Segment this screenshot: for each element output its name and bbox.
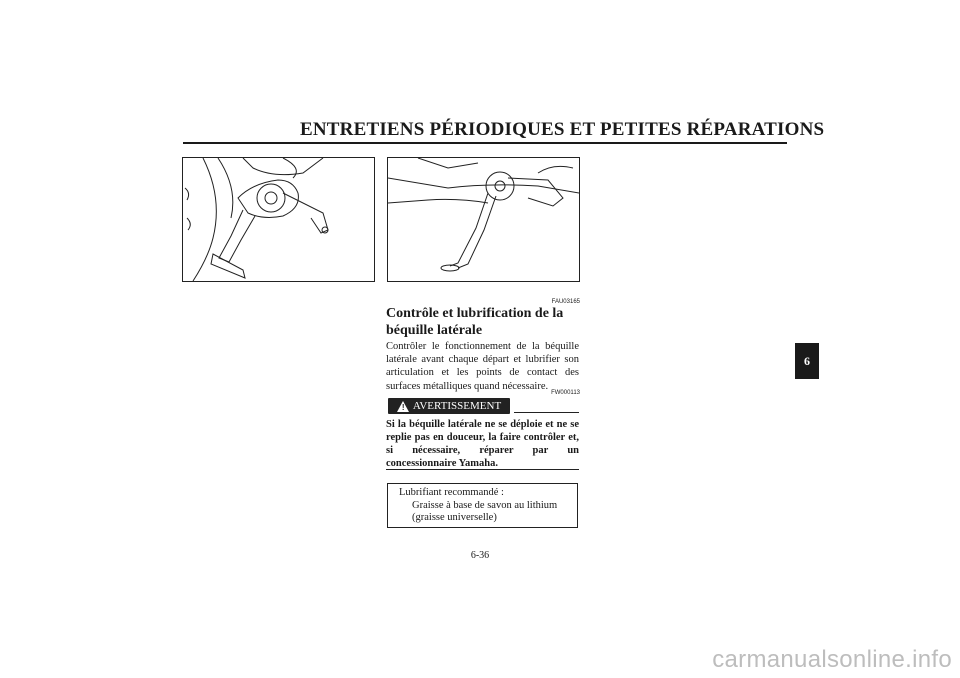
chapter-tab: 6 xyxy=(795,343,819,379)
watermark: carmanualsonline.info xyxy=(712,646,952,673)
section-heading-line1: Contrôle et lubrification de la xyxy=(386,306,564,321)
page-title: ENTRETIENS PÉRIODIQUES ET PETITES RÉPARATIONS xyxy=(300,119,825,140)
page-number: 6-36 xyxy=(470,550,490,561)
illustration-sidestand xyxy=(387,157,580,282)
warning-label: AVERTISSEMENT xyxy=(412,400,502,412)
warning-top-rule xyxy=(514,412,579,413)
lubricant-box xyxy=(387,483,578,528)
title-rule xyxy=(183,142,787,144)
lubricant-label: Lubrifiant recommandé : xyxy=(399,487,504,498)
section-heading xyxy=(386,305,586,339)
illustration-brake-pedal xyxy=(182,157,375,282)
warning-code: FW000113 xyxy=(551,390,580,396)
lubricant-line2: (graisse universelle) xyxy=(412,512,497,523)
sidestand-drawing xyxy=(388,158,579,281)
warning-text: Si la béquille latérale ne se déploie et ne se replie pas en douceur, la faire contrôler et, si nécessaire, réparer par un concessionnaire Yamaha. xyxy=(386,419,579,469)
warning-bottom-rule xyxy=(386,469,579,470)
section-code: FAU03165 xyxy=(551,299,580,305)
warning-triangle-icon: ! xyxy=(397,401,409,412)
brake-pedal-drawing xyxy=(183,158,374,281)
warning-badge xyxy=(388,398,510,414)
section-body: Contrôler le fonctionnement de la béquille latérale avant chaque départ et lubrifier son articulation et les points de contact des surfaces métalliques quand nécessaire. xyxy=(386,341,579,392)
lubricant-line1: Graisse à base de savon au lithium xyxy=(412,499,558,511)
section-heading-line2: béquille latérale xyxy=(386,323,483,338)
